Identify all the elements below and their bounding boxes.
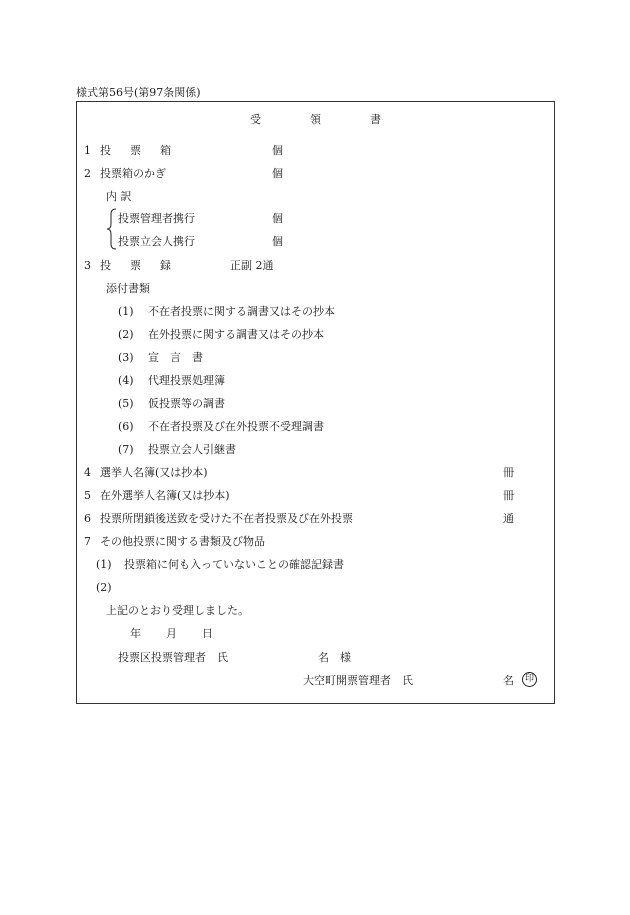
item-7-text: その他投票に関する書類及び物品 [100,535,265,548]
item-1-char-1: 投 [100,144,111,157]
date-day-label: 日 [202,627,213,640]
receipt-statement: 上記のとおり受理しました。 [106,604,249,617]
sub-item-text-1: 投票箱に何も入っていないことの確認記録書 [124,558,344,571]
item-3-number: 3 [84,259,91,272]
form-label: 様式第56号(第97条関係) [76,86,201,99]
item-7-number: 7 [84,535,91,548]
attachment-no-4: (4) [118,374,134,387]
attachment-text-5: 仮投票等の調書 [148,397,225,410]
item-1-unit: 個 [272,144,283,157]
item-3-char-3: 録 [160,259,171,272]
item-2-name: 投票箱のかぎ [100,167,166,180]
item-2-unit: 個 [272,167,283,180]
breakdown-1-unit: 個 [272,212,283,225]
item-4-text: 選挙人名簿(又は抄本) [100,466,208,479]
addressee-suffix: 名 様 [318,651,351,664]
item-5-number: 5 [84,489,91,502]
brace-bracket [104,208,118,250]
attachment-no-3: (3) [118,351,134,364]
item-3-unit: 正副 2通 [230,259,274,272]
breakdown-1-name: 投票管理者携行 [118,212,195,225]
item-1-number: 1 [84,144,91,157]
item-2-number: 2 [84,167,91,180]
item-1-char-2: 票 [130,144,141,157]
attachment-no-5: (5) [118,397,134,410]
attachment-text-4: 代理投票処理簿 [148,374,225,387]
breakdown-label: 内 訳 [106,190,132,203]
item-5-unit: 冊 [503,489,514,502]
attachment-text-2: 在外投票に関する調書又はその抄本 [148,328,324,341]
attachment-text-7: 投票立会人引継書 [148,443,236,456]
attachment-text-6: 不在者投票及び在外投票不受理調書 [148,420,324,433]
item-5-text: 在外選挙人名簿(又は抄本) [100,489,230,502]
item-3-char-1: 投 [100,259,111,272]
date-month-label: 月 [166,627,177,640]
title-char-1: 受 [250,113,261,126]
breakdown-2-unit: 個 [272,235,283,248]
title-char-3: 書 [370,113,381,126]
sub-item-no-1: (1) [96,558,112,571]
addressee-label: 投票区投票管理者 氏 [118,651,228,664]
attachment-no-2: (2) [118,328,134,341]
issuer-label: 大空町開票管理者 氏 [303,674,413,687]
sub-item-no-2: (2) [96,581,112,594]
issuer-suffix: 名 [503,674,514,687]
item-4-number: 4 [84,466,91,479]
attachment-text-1: 不在者投票に関する調書又はその抄本 [148,305,335,318]
date-year-label: 年 [130,627,141,640]
item-3-char-2: 票 [130,259,141,272]
attachment-no-1: (1) [118,305,134,318]
item-6-unit: 通 [503,512,514,525]
attachments-label: 添付書類 [106,282,150,295]
seal-stamp-icon: 印 [522,672,537,687]
breakdown-2-name: 投票立会人携行 [118,235,195,248]
item-1-char-3: 箱 [160,144,171,157]
attachment-no-7: (7) [118,443,134,456]
item-4-unit: 冊 [503,466,514,479]
attachment-text-3: 宣 言 書 [148,351,203,364]
item-6-number: 6 [84,512,91,525]
item-6-text: 投票所閉鎖後送致を受けた不在者投票及び在外投票 [100,512,353,525]
title-char-2: 領 [310,113,321,126]
attachment-no-6: (6) [118,420,134,433]
